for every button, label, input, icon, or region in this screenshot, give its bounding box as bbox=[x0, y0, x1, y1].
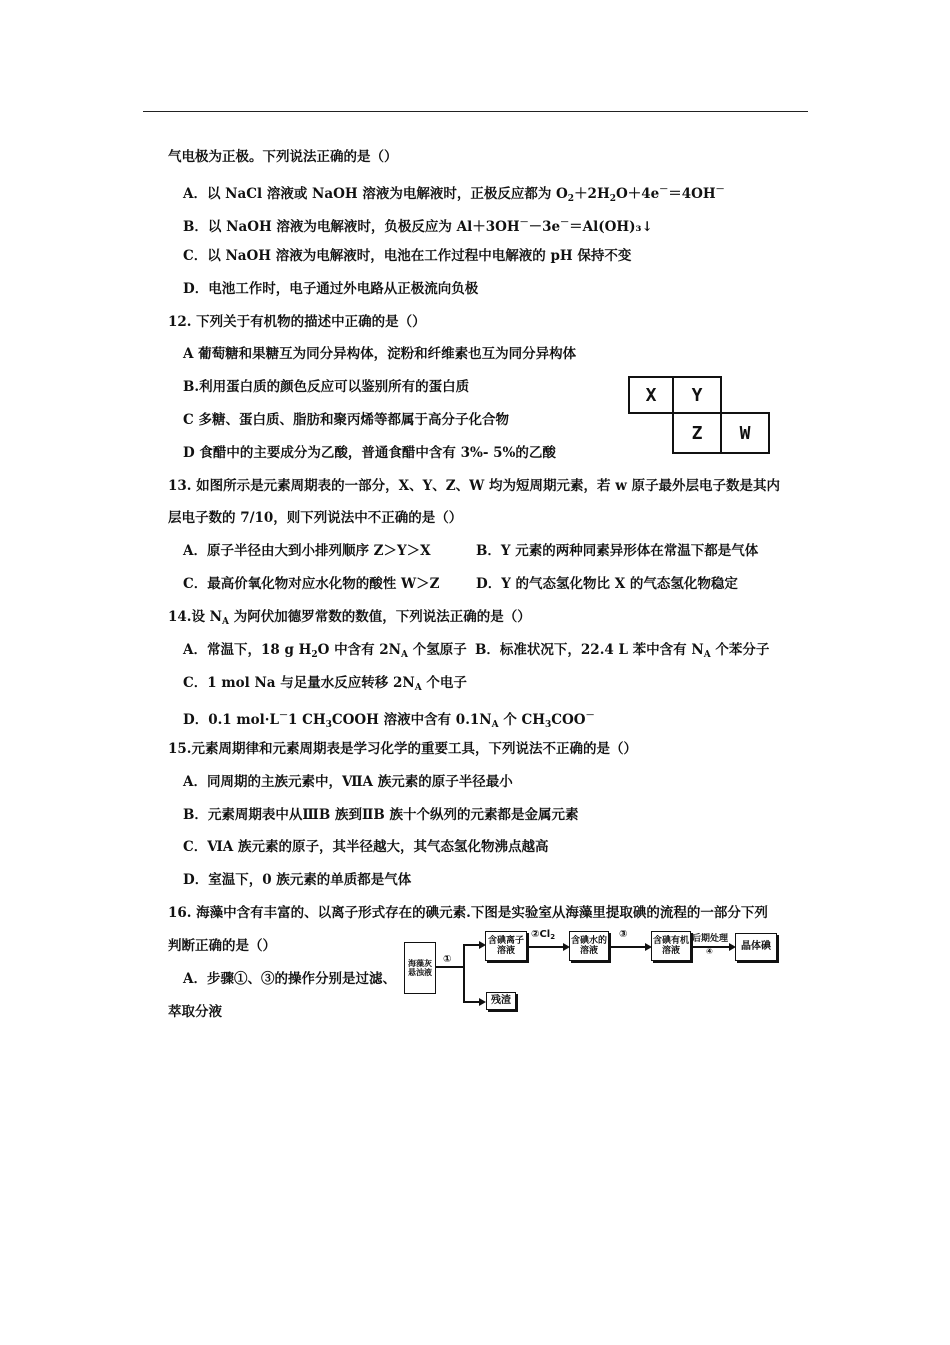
header-rule bbox=[143, 111, 808, 112]
flow-box-iodine-water: 含碘水的溶液 bbox=[569, 931, 609, 961]
flow-connector bbox=[528, 946, 564, 948]
cell-y: Y bbox=[672, 376, 722, 414]
q11-option-c: C．以 NaOH 溶液为电解液时，电池在工作过程中电解液的 pH 保持不变 bbox=[183, 248, 632, 264]
q11-option-b: B．以 NaOH 溶液为电解液时，负极反应为 Al＋3OH－－3e－＝Al(OH)₃↓ bbox=[183, 218, 653, 235]
q16-stem-line1: 16. 海藻中含有丰富的、以离子形式存在的碘元素.下图是实验室从海藻里提取碘的流程的一部分下列 bbox=[168, 905, 768, 921]
q14-option-d: D．0.1 mol·L－1 $CH_3COOH$ 溶液中含有 $0.1N_A$ 个 $CH_3COO^-$ bbox=[183, 711, 595, 730]
q14-option-c: C．1 mol Na 与足量水反应转移 $2N_A$ 个电子 bbox=[183, 675, 467, 693]
flow-branch-line bbox=[463, 944, 465, 1002]
q16-option-a-line1: A．步骤①、③的操作分别是过滤、 bbox=[183, 971, 396, 987]
q13-stem-line1: 13. 如图所示是元素周期表的一部分，X、Y、Z、W 均为短周期元素，若 w 原子最外层电子数是其内 bbox=[168, 478, 781, 494]
flow-box-residue: 残渣 bbox=[486, 992, 516, 1010]
q13-stem-line2: 层电子数的 7/10，则下列说法中不正确的是（） bbox=[168, 510, 463, 526]
q13-option-d: D．Y 的气态氢化物比 X 的气态氢化物稳定 bbox=[476, 576, 738, 592]
q15-option-d: D．室温下，0 族元素的单质都是气体 bbox=[183, 872, 412, 888]
flow-box-organic-solution: 含碘有机溶液 bbox=[651, 931, 691, 961]
cell-z: Z bbox=[672, 412, 722, 454]
q12-option-c: C 多糖、蛋白质、脂肪和聚丙烯等都属于高分子化合物 bbox=[183, 412, 509, 428]
q16-stem-line2: 判断正确的是（） bbox=[168, 938, 276, 954]
q13-option-b: B．Y 元素的两种同素异形体在常温下都是气体 bbox=[476, 543, 759, 559]
q12-option-a: A 葡萄糖和果糖互为同分异构体，淀粉和纤维素也互为同分异构体 bbox=[183, 346, 577, 362]
q15-option-b: B．元素周期表中从ⅢB 族到ⅡB 族十个纵列的元素都是金属元素 bbox=[183, 807, 579, 823]
q14-option-b: B．标准状况下，22.4 L 苯中含有 $N_A$ 个苯分子 bbox=[475, 642, 770, 660]
q11-option-d: D．电池工作时，电子通过外电路从正极流向负极 bbox=[183, 281, 479, 297]
q14-option-a: A．常温下，18 g $H_2O$ 中含有 $2N_A$ 个氢原子 bbox=[183, 642, 467, 660]
q15-stem: 15.元素周期律和元素周期表是学习化学的重要工具，下列说法不正确的是（） bbox=[168, 741, 637, 757]
q11-option-a: A．以 NaCl 溶液或 NaOH 溶液为电解液时，正极反应都为 $O_2+2H_2O+4e^-=4OH^-$ bbox=[183, 185, 725, 204]
cell-x: X bbox=[628, 376, 674, 414]
cell-w: W bbox=[720, 412, 770, 454]
flow-start-box: 海藻灰悬浊液 bbox=[404, 942, 436, 994]
q15-option-a: A．同周期的主族元素中，ⅦA 族元素的原子半径最小 bbox=[183, 774, 513, 790]
step1-label: ① bbox=[443, 954, 452, 965]
periodic-table-fragment bbox=[628, 376, 773, 458]
step2-label: $②Cl_2$ bbox=[531, 929, 556, 941]
flow-box-iodide-solution: 含碘离子溶液 bbox=[485, 931, 527, 961]
step3-label: ③ bbox=[619, 929, 628, 940]
q11-stem-tail: 气电极为正极。下列说法正确的是（） bbox=[168, 149, 398, 165]
step4-text: 后期处理 bbox=[692, 934, 729, 944]
q14-stem: 14.设 $N_A$ 为阿伏加德罗常数的数值，下列说法正确的是（） bbox=[168, 609, 531, 627]
q15-option-c: C．ⅥA 族元素的原子，其半径越大，其气态氢化物沸点越高 bbox=[183, 839, 549, 855]
flow-connector bbox=[610, 946, 646, 948]
q16-option-a-line2: 萃取分液 bbox=[168, 1004, 222, 1020]
arrow-head bbox=[479, 998, 486, 1006]
flow-box-crystal-iodine: 晶体碘 bbox=[735, 933, 777, 961]
q13-option-a: A．原子半径由大到小排列顺序 Z＞Y＞X bbox=[183, 543, 431, 559]
q12-stem: 12. 下列关于有机物的描述中正确的是（） bbox=[168, 314, 426, 330]
q13-option-c: C．最高价氧化物对应水化物的酸性 W＞Z bbox=[183, 576, 440, 592]
flow-connector bbox=[436, 966, 464, 968]
q12-option-d: D 食醋中的主要成分为乙酸，普通食醋中含有 3%- 5%的乙酸 bbox=[183, 445, 556, 461]
step4-label: ④ bbox=[706, 947, 713, 956]
q12-option-b: B.利用蛋白质的颜色反应可以鉴别所有的蛋白质 bbox=[183, 379, 470, 395]
